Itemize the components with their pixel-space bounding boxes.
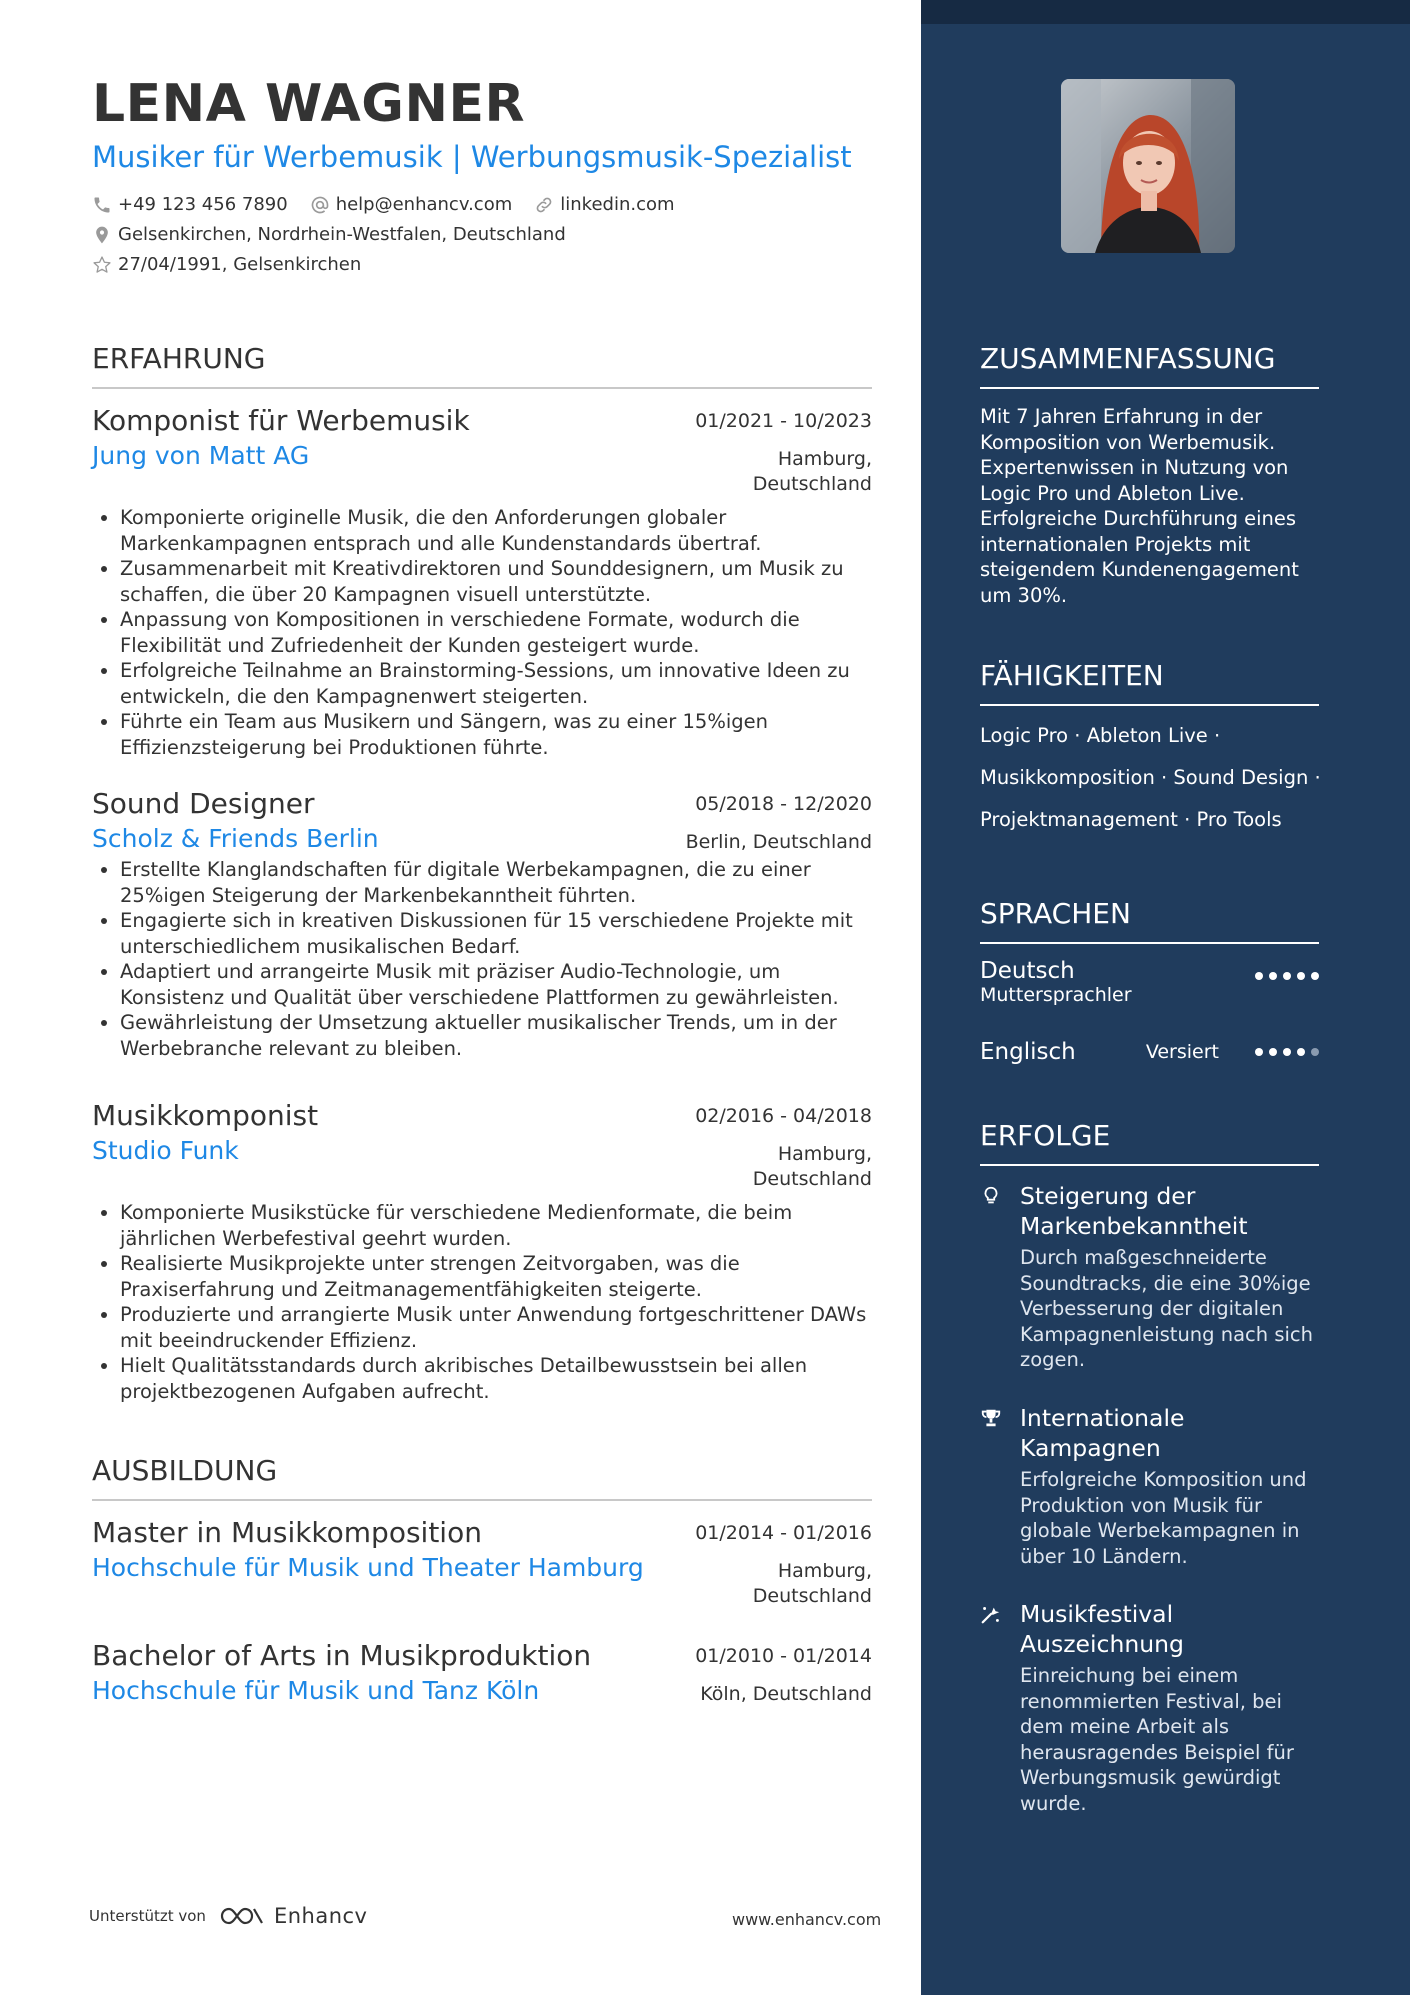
job-bullet: • Anpassung von Kompositionen in verschiedene Formate, wodurch die Flexibilität und Zufriedenheit der Kunden gesteigert wurde. (120, 607, 872, 658)
education-degree: Master in Musikkomposition (92, 1516, 482, 1549)
job-date: 05/2018 - 12/2020 (695, 793, 872, 815)
language-item-deutsch (980, 958, 1319, 1006)
sidebar-top-bar (921, 0, 1410, 24)
job-bullet: • Realisierte Musikprojekte unter strengen Zeitvorgaben, was die Praxiserfahrung und Zeitmanagementfähigkeiten steigerte. (120, 1251, 872, 1302)
job-bullet: • Komponierte Musikstücke für verschiedene Medienformate, die beim jährlichen Werbefestival geehrt wurden. (120, 1200, 872, 1251)
achievements-section-title: ERFOLGE (980, 1119, 1319, 1166)
phone-item (92, 194, 288, 215)
website-text[interactable]: linkedin.com (560, 194, 675, 215)
candidate-headline: Musiker für Werbemusik | Werbungsmusik-Spezialist (92, 140, 852, 174)
rating-dot (1283, 972, 1291, 980)
powered-by-text: Unterstützt von (89, 1907, 206, 1925)
education-location: Hamburg, Deutschland (752, 1560, 872, 1607)
skills-line: Logic Pro · Ableton Live · (980, 724, 1221, 747)
summary-text: Mit 7 Jahren Erfahrung in der Komposition von Werbemusik. Expertenwissen in Nutzung von Logic Pro und Ableton Live. Erfolgreiche Durchführung eines internationalen Projekts mit steigendem Kundenengagement um 30%. (980, 405, 1299, 607)
rating-dot (1269, 1048, 1277, 1056)
job-bullets (92, 1200, 872, 1404)
rating-dot (1297, 1048, 1305, 1056)
education-date: 01/2014 - 01/2016 (695, 1522, 872, 1544)
skills-line: Musikkomposition · Sound Design · (980, 766, 1321, 789)
achievement-desc: Einreichung bei einem renommierten Festival, bei dem meine Arbeit als herausragendes Beispiel für Werbungsmusik gewürdigt wurde. (1020, 1664, 1294, 1815)
profile-photo (1061, 79, 1235, 253)
job-bullet: • Erstellte Klanglandschaften für digitale Werbekampagnen, die zu einer 25%igen Steigerung der Markenbekanntheit führten. (120, 857, 872, 908)
job-location: Berlin, Deutschland (685, 831, 872, 853)
lightbulb-icon (980, 1185, 1002, 1207)
language-level: Versiert (1145, 1041, 1219, 1063)
job-company: Scholz & Friends Berlin (92, 824, 379, 853)
achievement-title: Internationale Kampagnen (1020, 1404, 1185, 1462)
birth-text: 27/04/1991, Gelsenkirchen (118, 254, 362, 275)
rating-dot (1255, 1048, 1263, 1056)
email-text[interactable]: help@enhancv.com (335, 194, 513, 215)
map-pin-icon (92, 225, 112, 245)
achievement-item (980, 1181, 1319, 1373)
skills-line: Projektmanagement · Pro Tools (980, 808, 1282, 831)
education-degree: Bachelor of Arts in Musikproduktion (92, 1639, 592, 1672)
language-rating (1249, 1048, 1319, 1056)
job-role: Sound Designer (92, 787, 315, 820)
language-rating (1249, 972, 1319, 980)
footer-url[interactable]: www.enhancv.com (732, 1910, 882, 1929)
contact-row-3 (92, 254, 383, 275)
education-school: Hochschule für Musik und Theater Hamburg (92, 1553, 644, 1582)
language-name: Deutsch (980, 958, 1075, 984)
award-icon (980, 1603, 1002, 1625)
skills-list (980, 715, 1330, 841)
job-location: Hamburg, Deutschland (752, 1143, 872, 1190)
job-date: 01/2021 - 10/2023 (695, 410, 872, 432)
location-item (92, 224, 566, 245)
job-company: Studio Funk (92, 1136, 239, 1165)
contact-row-1 (92, 194, 697, 215)
education-location: Köln, Deutschland (700, 1683, 872, 1705)
at-icon (310, 195, 330, 215)
contact-row-2 (92, 224, 588, 245)
rating-dot (1311, 972, 1319, 980)
achievement-item (980, 1403, 1319, 1569)
job-entry (92, 787, 872, 1061)
job-location: Hamburg, Deutschland (752, 448, 872, 495)
education-entry (92, 1516, 872, 1609)
rating-dot (1269, 972, 1277, 980)
language-name: Englisch (980, 1039, 1076, 1065)
job-bullet: • Gewährleistung der Umsetzung aktueller musikalischer Trends, um in der Werbebranche relevant zu bleiben. (120, 1010, 872, 1061)
job-bullet: • Hielt Qualitätsstandards durch akribisches Detailbewusstsein bei allen projektbezogenen Aufgaben aufrecht. (120, 1353, 872, 1404)
job-entry (92, 404, 872, 760)
job-bullets (92, 505, 872, 760)
job-role: Komponist für Werbemusik (92, 404, 470, 437)
rating-dot (1297, 972, 1305, 980)
job-date: 02/2016 - 04/2018 (695, 1105, 872, 1127)
job-bullet: • Engagierte sich in kreativen Diskussionen für 15 verschiedene Projekte mit unterschiedlichem musikalischen Bedarf. (120, 908, 872, 959)
summary-section-title: ZUSAMMENFASSUNG (980, 342, 1319, 389)
job-entry (92, 1099, 872, 1404)
candidate-name: LENA WAGNER (92, 74, 526, 134)
job-bullet: • Adaptiert und arrangeirte Musik mit präziser Audio-Technologie, um Konsistenz und Qualität über verschiedene Plattformen zu gewährleisten. (120, 959, 872, 1010)
job-bullet: • Erfolgreiche Teilnahme an Brainstorming-Sessions, um innovative Ideen zu entwickeln, die den Kampagnenwert steigerten. (120, 658, 872, 709)
enhancv-logo-icon (218, 1904, 266, 1928)
job-bullet: • Produzierte und arrangierte Musik unter Anwendung fortgeschrittener DAWs mit beeindruckender Effizienz. (120, 1302, 872, 1353)
phone-icon (92, 195, 112, 215)
birth-item (92, 254, 361, 275)
achievement-desc: Durch maßgeschneiderte Soundtracks, die eine 30%ige Verbesserung der digitalen Kampagnenleistung nach sich zogen. (1020, 1246, 1313, 1371)
experience-section-title: ERFAHRUNG (92, 342, 872, 389)
trophy-icon (980, 1407, 1002, 1429)
email-item[interactable] (310, 194, 513, 215)
job-company: Jung von Matt AG (92, 441, 310, 470)
location-text: Gelsenkirchen, Nordrhein-Westfalen, Deutschland (118, 224, 566, 245)
brand-text: Enhancv (273, 1904, 368, 1928)
job-bullet: • Komponierte originelle Musik, die den Anforderungen globaler Markenkampagnen entsprach und alle Kundenstandards übertraf. (120, 505, 872, 556)
language-item-englisch (980, 1039, 1319, 1065)
website-item[interactable] (534, 194, 674, 215)
education-section-title: AUSBILDUNG (92, 1454, 872, 1501)
profile-photo-illustration (1061, 79, 1235, 253)
job-bullet: • Zusammenarbeit mit Kreativdirektoren und Sounddesignern, um Musik zu schaffen, die über 20 Kampagnen visuell unterstützte. (120, 556, 872, 607)
education-entry (92, 1639, 872, 1707)
achievement-desc: Erfolgreiche Komposition und Produktion von Musik für globale Werbekampagnen in über 10 Ländern. (1020, 1468, 1307, 1568)
job-role: Musikkomponist (92, 1099, 319, 1132)
rating-dot (1255, 972, 1263, 980)
language-level: Muttersprachler (980, 984, 1132, 1006)
education-school: Hochschule für Musik und Tanz Köln (92, 1676, 540, 1705)
achievement-title: Steigerung der Markenbekanntheit (1020, 1182, 1248, 1240)
job-bullet: • Führte ein Team aus Musikern und Sängern, was zu einer 15%igen Effizienzsteigerung bei Produktionen führte. (120, 709, 872, 760)
footer-powered-by (89, 1904, 367, 1928)
languages-section-title: SPRACHEN (980, 897, 1319, 944)
achievement-title: Musikfestival Auszeichnung (1020, 1600, 1184, 1658)
star-icon (92, 255, 112, 275)
skills-section-title: FÄHIGKEITEN (980, 659, 1319, 706)
rating-dot (1283, 1048, 1291, 1056)
link-icon (534, 195, 554, 215)
phone-text: +49 123 456 7890 (118, 194, 288, 215)
achievement-item (980, 1599, 1319, 1816)
job-bullets (92, 857, 872, 1061)
education-date: 01/2010 - 01/2014 (695, 1645, 872, 1667)
rating-dot-empty (1311, 1048, 1319, 1056)
